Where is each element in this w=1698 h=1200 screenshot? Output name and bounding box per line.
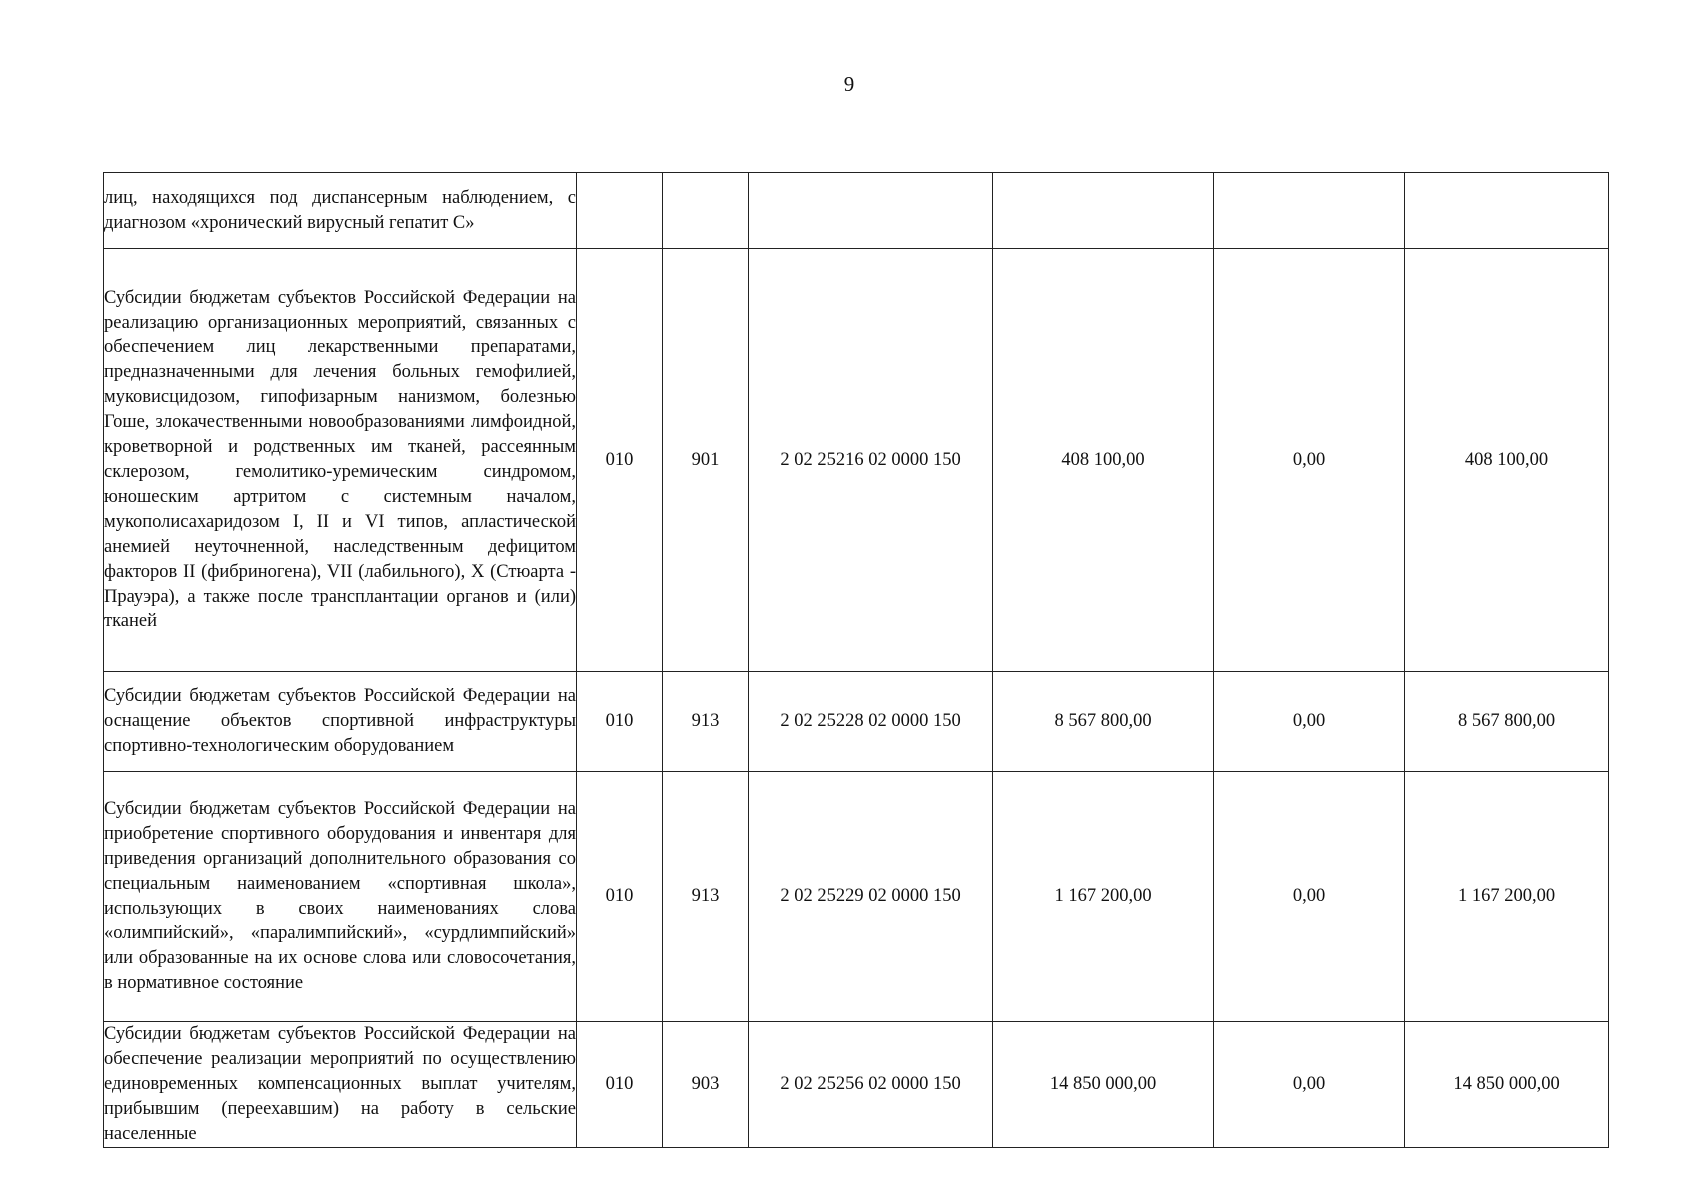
row-code-b (663, 173, 749, 249)
row-code-a: 010 (577, 1022, 663, 1148)
row-amount-total (993, 173, 1214, 249)
row-amount-result: 8 567 800,00 (1405, 672, 1609, 772)
row-kbk: 2 02 25229 02 0000 150 (749, 772, 993, 1022)
row-description: Субсидии бюджетам субъектов Российской Федерации на оснащение объектов спортивной инфраструктуры спортивно-технологическим оборудованием (104, 672, 577, 772)
row-description: Субсидии бюджетам субъектов Российской Федерации на приобретение спортивного оборудования и инвентаря для приведения организаций дополнительного образования со специальным наименованием «спортивная школа», использующих в своих наименованиях слова «олимпийский», «паралимпийский», «сурдлимпийский» или образованные на их основе слова или словосочетания, в нормативное состояние (104, 772, 577, 1022)
row-amount-total: 408 100,00 (993, 249, 1214, 672)
row-code-a: 010 (577, 249, 663, 672)
row-amount-change: 0,00 (1214, 249, 1405, 672)
row-amount-change: 0,00 (1214, 772, 1405, 1022)
row-amount-result: 14 850 000,00 (1405, 1022, 1609, 1148)
row-code-a (577, 173, 663, 249)
row-code-a: 010 (577, 672, 663, 772)
page-number: 9 (843, 72, 855, 96)
table-row (104, 249, 1609, 672)
row-kbk: 2 02 25256 02 0000 150 (749, 1022, 993, 1148)
row-code-a: 010 (577, 772, 663, 1022)
row-code-b: 901 (663, 249, 749, 672)
row-code-b: 913 (663, 672, 749, 772)
table-row (104, 173, 1609, 249)
row-amount-change: 0,00 (1214, 1022, 1405, 1148)
row-amount-result (1405, 173, 1609, 249)
row-description: лиц, находящихся под диспансерным наблюдением, с диагнозом «хронический вирусный гепатит С» (104, 173, 577, 249)
row-amount-change (1214, 173, 1405, 249)
row-amount-result: 408 100,00 (1405, 249, 1609, 672)
row-amount-total: 14 850 000,00 (993, 1022, 1214, 1148)
row-amount-total: 8 567 800,00 (993, 672, 1214, 772)
row-kbk: 2 02 25228 02 0000 150 (749, 672, 993, 772)
table-row (104, 672, 1609, 772)
table-row (104, 772, 1609, 1022)
row-description: Субсидии бюджетам субъектов Российской Федерации на обеспечение реализации мероприятий по осуществлению единовременных компенсационных выплат учителям, прибывшим (переехавшим) на работу в сельские населенные (104, 1022, 577, 1148)
row-kbk (749, 173, 993, 249)
row-amount-change: 0,00 (1214, 672, 1405, 772)
row-amount-result: 1 167 200,00 (1405, 772, 1609, 1022)
budget-table (103, 172, 1609, 1148)
row-code-b: 913 (663, 772, 749, 1022)
table-row (104, 1022, 1609, 1148)
row-amount-total: 1 167 200,00 (993, 772, 1214, 1022)
row-description: Субсидии бюджетам субъектов Российской Федерации на реализацию организационных мероприятий, связанных с обеспечением лиц лекарственными препаратами, предназначенными для лечения больных гемофилией, муковисцидозом, гипофизарным нанизмом, болезнью Гоше, злокачественными новообразованиями лимфоидной, кроветворной и родственных им тканей, рассеянным склерозом, гемолитико-уремическим синдромом, юношеским артритом с системным началом, мукополисахаридозом I, II и VI типов, апластической анемией неуточненной, наследственным дефицитом факторов II (фибриногена), VII (лабильного), X (Стюарта - Прауэра), а также после трансплантации органов и (или) тканей (104, 249, 577, 672)
row-code-b: 903 (663, 1022, 749, 1148)
row-kbk: 2 02 25216 02 0000 150 (749, 249, 993, 672)
